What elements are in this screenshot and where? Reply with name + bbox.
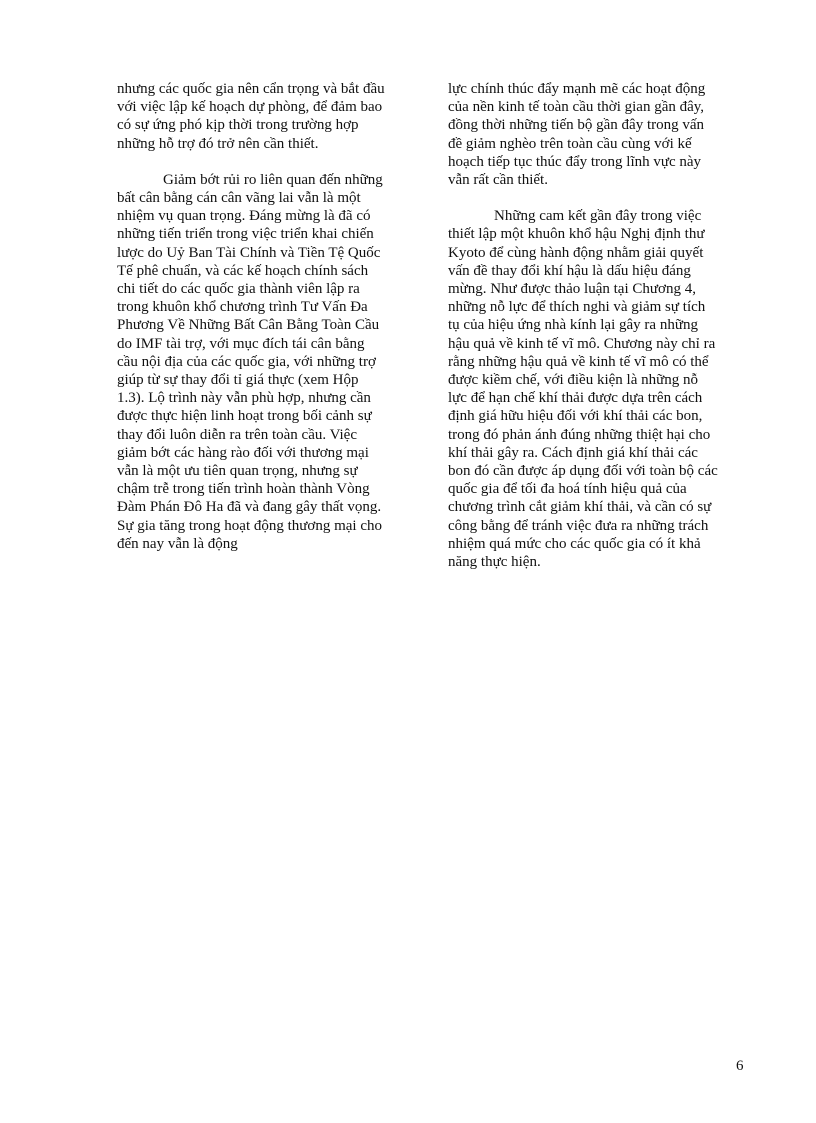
- page-number: 6: [736, 1058, 744, 1074]
- paragraph-current-account-imbalances: Giảm bớt rủi ro liên quan đến những bất cân bằng cán cân vãng lai vẫn là một nhiệm vụ quan trọng. Đáng mừng là đã có những tiến triển trong việc triển khai chiến lược do Uỷ Ban Tài Chính và Tiền Tệ Quốc Tế phê chuẩn, và các kế hoạch chính sách chi tiết do các quốc gia thành viên lập ra trong khuôn khổ chương trình Tư Vấn Đa Phương Về Những Bất Cân Bằng Toàn Cầu do IMF tài trợ, với mục đích tái cân bằng cầu nội địa của các quốc gia, với những trợ giúp từ sự thay đổi tỉ giá thực (xem Hộp 1.3). Lộ trình này vẫn phù hợp, nhưng cần được thực hiện linh hoạt trong bối cảnh sự thay đổi luôn diễn ra trên toàn cầu. Việc giảm bớt các hàng rào đối với thương mại vẫn là một ưu tiên quan trọng, nhưng sự chậm trễ trong tiến trình hoàn thành Vòng Đàm Phán Đô Ha đã và đang gây thất vọng. Sự gia tăng trong hoạt động thương mại cho đến nay vẫn là động: [117, 171, 383, 552]
- right-column: [448, 80, 720, 571]
- paragraph-continued: nhưng các quốc gia nên cẩn trọng và bắt đầu với việc lập kế hoạch dự phòng, để đảm bao có sự ứng phó kịp thời trong trường hợp những hỗ trợ đó trở nên cần thiết.: [117, 81, 385, 152]
- paragraph-climate-change: Những cam kết gần đây trong việc thiết lập một khuôn khổ hậu Nghị định thư Kyoto để cùng hành động nhằm giải quyết vấn đề thay đổi khí hậu là dấu hiệu đáng mừng. Như được thảo luận tại Chương 4, những nỗ lực để thích nghi và giảm sự tích tụ của hiệu ứng nhà kính lại gây ra những hậu quả về kinh tế vĩ mô. Chương này chỉ ra rằng những hậu quả về kinh tế vĩ mô có thể được kiềm chế, với điều kiện là những nỗ lực để hạn chế khí thải được dựa trên cách định giá hữu hiệu đối với khí thải các bon, trong đó phản ánh đúng những thiệt hại cho khí thải gây ra. Cách định giá khí thải các bon đó cần được áp dụng đối với toàn bộ các quốc gia để tối đa hoá tính hiệu quả của chương trình cắt giảm khí thải, và cần có sự công bằng để tránh việc đưa ra những trách nhiệm quá mức cho các quốc gia có ít khả năng thực hiện.: [448, 208, 718, 571]
- left-column: [117, 80, 389, 553]
- paragraph-continued-trade: lực chính thúc đẩy mạnh mẽ các hoạt động của nền kinh tế toàn cầu thời gian gần đây, đồng thời những tiến bộ gần đây trong vấn đề giảm nghèo trên toàn cầu cùng với kế hoạch tiếp tục thúc đẩy trong lĩnh vực này vẫn rất cần thiết.: [448, 81, 706, 189]
